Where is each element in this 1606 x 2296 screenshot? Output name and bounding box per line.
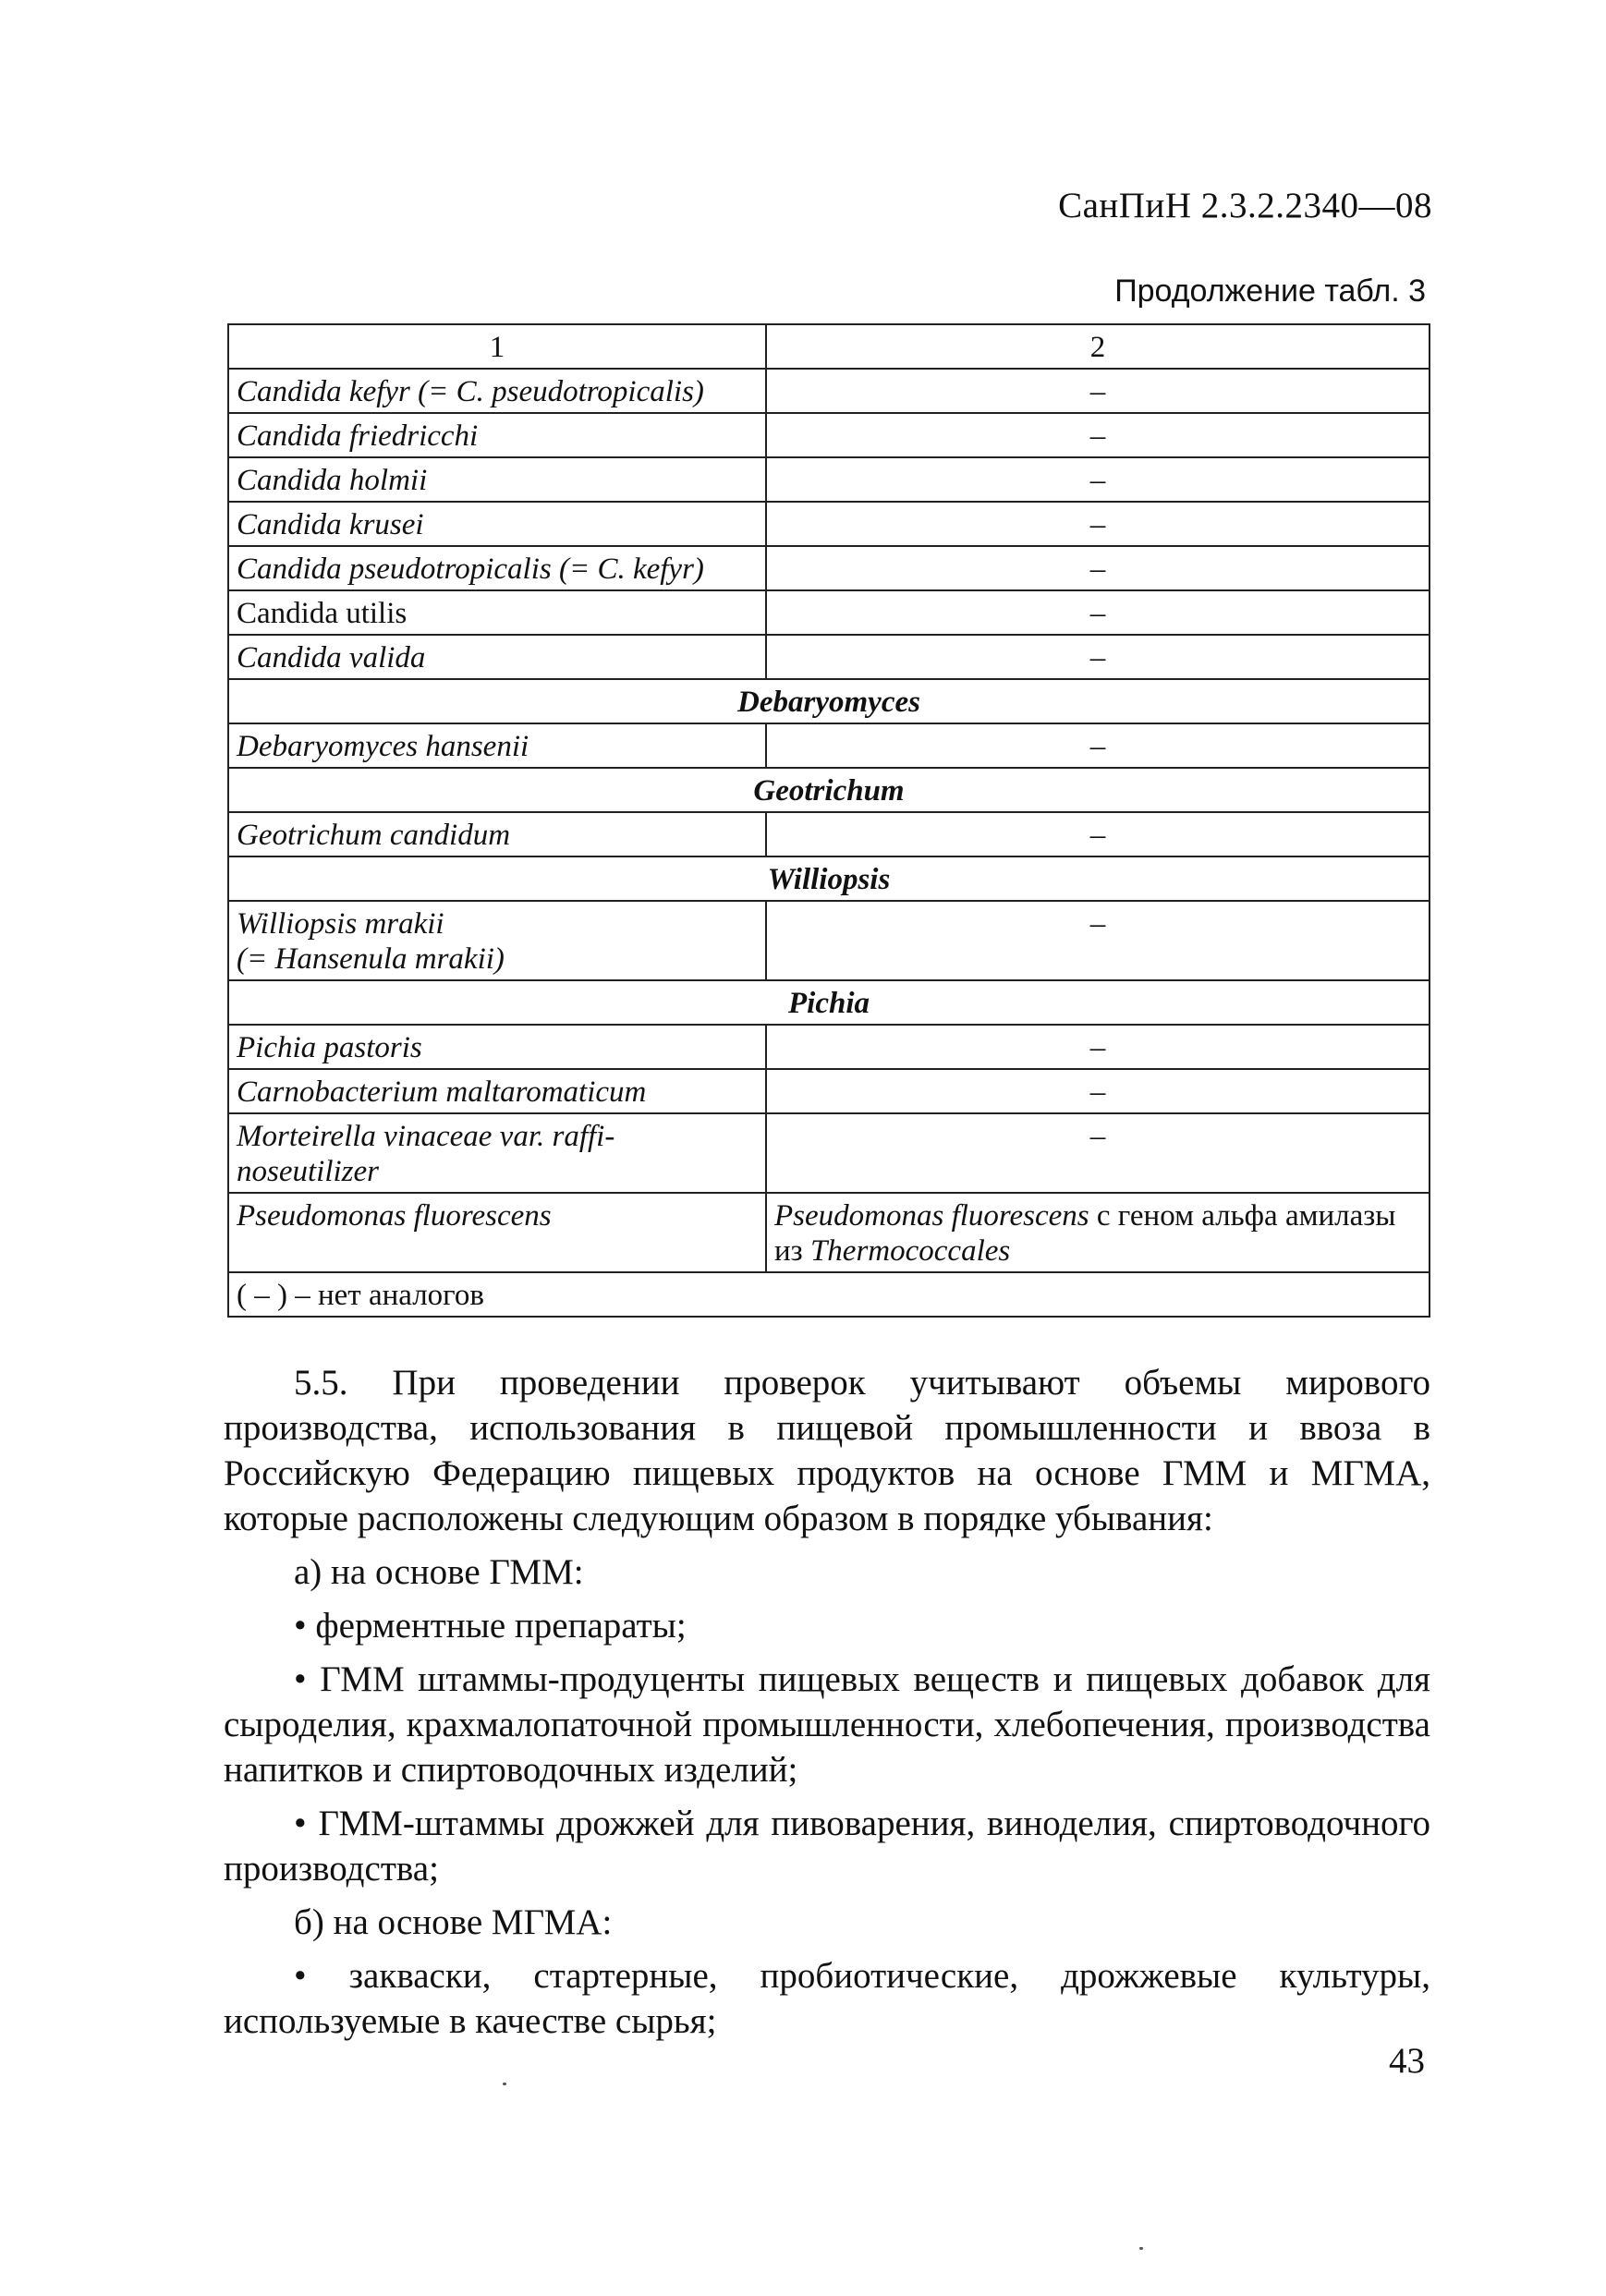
body-paragraph: б) на основе МГМА: (294, 1902, 613, 1942)
analog-value: – (766, 457, 1430, 502)
table-row (228, 1025, 1430, 1069)
analog-value (766, 1193, 1430, 1272)
table-row (228, 369, 1430, 413)
body-text (224, 1360, 1430, 2044)
strain-name: Candida valida (228, 635, 766, 679)
table-group-row (228, 980, 1430, 1025)
table-caption: Продолжение табл. 3 (1114, 273, 1426, 309)
strain-name-line: (= Hansenula mrakii) (237, 942, 505, 976)
strain-name-line: noseutilizer (237, 1155, 379, 1188)
strain-name: Pichia pastoris (228, 1025, 766, 1069)
strain-name: Candida pseudotropicalis (= C. kefyr) (228, 546, 766, 590)
analog-text-part: с геном альфа амилазы из (774, 1199, 1396, 1268)
analog-value: – (766, 901, 1430, 980)
analog-text-part: Pseudomonas fluorescens (774, 1199, 1089, 1233)
strain-name: Candida friedricchi (228, 413, 766, 457)
analog-value: – (766, 1069, 1430, 1113)
genus-heading: Williopsis (228, 856, 1430, 901)
strain-name: Candida utilis (228, 590, 766, 635)
table-header-row (228, 324, 1430, 369)
analog-value: – (766, 502, 1430, 546)
analog-value: – (766, 546, 1430, 590)
table-row (228, 546, 1430, 590)
body-paragraph: • ГММ-штаммы дрожжей для пивоварения, виноделия, спиртоводочного производства; (224, 1804, 1430, 1889)
table-row (228, 502, 1430, 546)
analog-table (227, 323, 1430, 1318)
scan-speck (503, 2083, 506, 2085)
page-number: 43 (1389, 2041, 1425, 2081)
analog-text-part: Thermococcales (809, 1234, 1011, 1268)
table-row (228, 1193, 1430, 1272)
analog-value: – (766, 590, 1430, 635)
scan-speck (1139, 2247, 1143, 2250)
table-row (228, 413, 1430, 457)
table-group-row (228, 679, 1430, 723)
body-paragraph: • ГММ штаммы-продуценты пищевых веществ и пищевых добавок для сыроделия, крахмалопаточной промышленности, хлебопечения, производства напитков и спиртоводочных изделий; (224, 1659, 1430, 1790)
table-row (228, 635, 1430, 679)
strain-name (228, 901, 766, 980)
table-row (228, 1113, 1430, 1193)
strain-name (228, 1113, 766, 1193)
analog-value: – (766, 413, 1430, 457)
analog-value: – (766, 812, 1430, 856)
strain-name-line: Morteirella vinaceae var. raffi- (237, 1120, 615, 1153)
body-paragraph: 5.5. При проведении проверок учитывают объемы мирового производства, использования в пищевой промышленности и ввоза в Российскую Федерацию пищевых продуктов на основе ГММ и МГМА, которые расположены следующим образом в порядке убывания: (224, 1363, 1430, 1538)
table-row (228, 901, 1430, 980)
strain-name: Debaryomyces hansenii (228, 723, 766, 768)
strain-name: Geotrichum candidum (228, 812, 766, 856)
table-footnote: ( – ) – нет аналогов (228, 1272, 1430, 1317)
analog-value: – (766, 369, 1430, 413)
column-header-2: 2 (766, 324, 1430, 369)
genus-heading: Debaryomyces (228, 679, 1430, 723)
table-footnote-row (228, 1272, 1430, 1317)
document-code: СанПиН 2.3.2.2340—08 (1058, 186, 1432, 225)
table-group-row (228, 768, 1430, 812)
strain-name: Pseudomonas fluorescens (228, 1193, 766, 1272)
table-row (228, 590, 1430, 635)
body-paragraph: • закваски, стартерные, пробиотические, дрожжевые культуры, используемые в качестве сырья; (224, 1956, 1430, 2041)
genus-heading: Pichia (228, 980, 1430, 1025)
table-row (228, 1069, 1430, 1113)
table-group-row (228, 856, 1430, 901)
strain-name: Carnobacterium maltaromaticum (228, 1069, 766, 1113)
genus-heading: Geotrichum (228, 768, 1430, 812)
strain-name-line: Williopsis mrakii (237, 907, 444, 941)
table-row (228, 457, 1430, 502)
strain-name: Candida holmii (228, 457, 766, 502)
table-row (228, 723, 1430, 768)
analog-value: – (766, 723, 1430, 768)
strain-name: Candida krusei (228, 502, 766, 546)
body-paragraph: а) на основе ГММ: (294, 1552, 584, 1592)
strain-name: Candida kefyr (= C. pseudotropicalis) (228, 369, 766, 413)
body-paragraph: • ферментные препараты; (294, 1606, 687, 1646)
analog-value: – (766, 1025, 1430, 1069)
table-row (228, 812, 1430, 856)
analog-value: – (766, 1113, 1430, 1193)
analog-value: – (766, 635, 1430, 679)
column-header-1: 1 (228, 324, 766, 369)
